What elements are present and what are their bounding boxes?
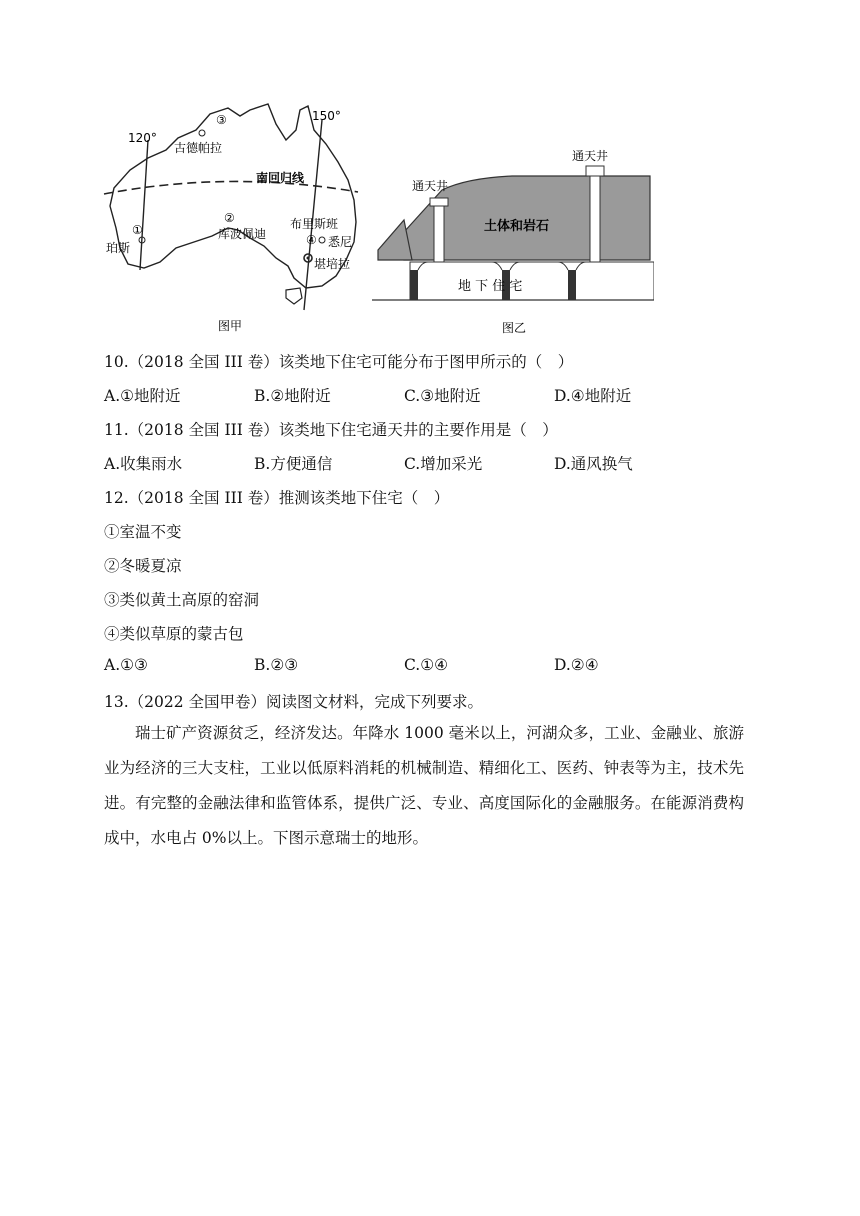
q10-option-b: B.②地附近 (254, 387, 331, 405)
brisbane-label: 布里斯班 (290, 217, 339, 231)
sydney-label: 悉尼 (328, 235, 353, 249)
shaft-right-cap (586, 166, 604, 176)
room-area (410, 262, 654, 300)
q10-option-d: D.④地附近 (554, 387, 632, 405)
q12-item-1: ①室温不变 (104, 523, 182, 541)
q12-option-b: B.②③ (254, 656, 299, 674)
q11-option-b: B.方便通信 (254, 455, 333, 473)
q12-option-c: C.①④ (404, 656, 449, 674)
question-11-stem: 11.（2018 全国 III 卷）该类地下住宅通天井的主要作用是（ ） (104, 421, 558, 439)
q11-option-c: C.增加采光 (404, 455, 483, 473)
shaft-left-cap (430, 198, 448, 206)
marker-1: ① (132, 223, 143, 237)
q12-item-2: ②冬暖夏凉 (104, 557, 182, 575)
shaft-left-label: 通天井 (412, 179, 449, 193)
coober-label: 库波佩迪 (218, 227, 267, 241)
marker-2: ② (224, 211, 235, 225)
tropic-line (104, 181, 358, 194)
q11-option-a: A.收集雨水 (104, 455, 183, 473)
tropic-label: 南回归线 (256, 171, 305, 185)
canberra-label: 堪培拉 (314, 257, 351, 271)
tasmania-outline (286, 288, 302, 304)
rock-label: 土体和岩石 (484, 219, 550, 234)
shaft-left (434, 206, 444, 262)
shaft-right (590, 176, 600, 262)
lon-150-label: 150° (312, 109, 341, 123)
question-10-stem: 10.（2018 全国 III 卷）该类地下住宅可能分布于图甲所示的（ ） (104, 353, 574, 371)
figure-b-caption: 图乙 (502, 321, 527, 335)
darwin-label: 古德帕拉 (174, 141, 223, 155)
q12-option-d: D.②④ (554, 656, 599, 674)
q10-option-a: A.①地附近 (104, 387, 181, 405)
q12-option-a: A.①③ (104, 656, 148, 674)
left-slope (378, 220, 412, 260)
figure-a-australia-map (100, 100, 370, 335)
q12-item-4: ④类似草原的蒙古包 (104, 625, 244, 643)
house-label: 地 下 住 宅 (458, 279, 523, 294)
perth-label: 珀斯 (106, 241, 131, 255)
sydney-dot (319, 237, 325, 243)
q11-option-d: D.通风换气 (554, 455, 633, 473)
pillar-1 (410, 270, 418, 300)
lon-120-label: 120° (128, 131, 157, 145)
q13-paragraph: 瑞士矿产资源贫乏，经济发达。年降水 1000 毫米以上，河湖众多，工业、金融业、旅游业为经济的三大支柱，工业以低原料消耗的机械制造、精细化工、医药、钟表等为主，技术先进。有完整的金融法律和监管体系，提供广泛、专业、高度国际化的金融服务。在能源消费构成中，水电占 0%以上。下图示意瑞士的地形。 (104, 724, 744, 847)
figure-b-underground-house (372, 140, 654, 335)
q12-item-3: ③类似黄土高原的窑洞 (104, 591, 260, 609)
darwin-dot (199, 130, 205, 136)
shaft-right-label: 通天井 (572, 149, 609, 163)
canberra-center (307, 257, 310, 260)
marker-4: ④ (306, 233, 317, 247)
longitude-120-line (140, 140, 148, 270)
marker-3: ③ (216, 113, 227, 127)
pillar-3 (568, 270, 576, 300)
question-13-stem: 13.（2022 全国甲卷）阅读图文材料，完成下列要求。 (104, 693, 484, 711)
question-12-stem: 12.（2018 全国 III 卷）推测该类地下住宅（ ） (104, 489, 450, 507)
longitude-150-line (304, 120, 322, 310)
q10-option-c: C.③地附近 (404, 387, 481, 405)
figure-a-caption: 图甲 (218, 319, 243, 333)
